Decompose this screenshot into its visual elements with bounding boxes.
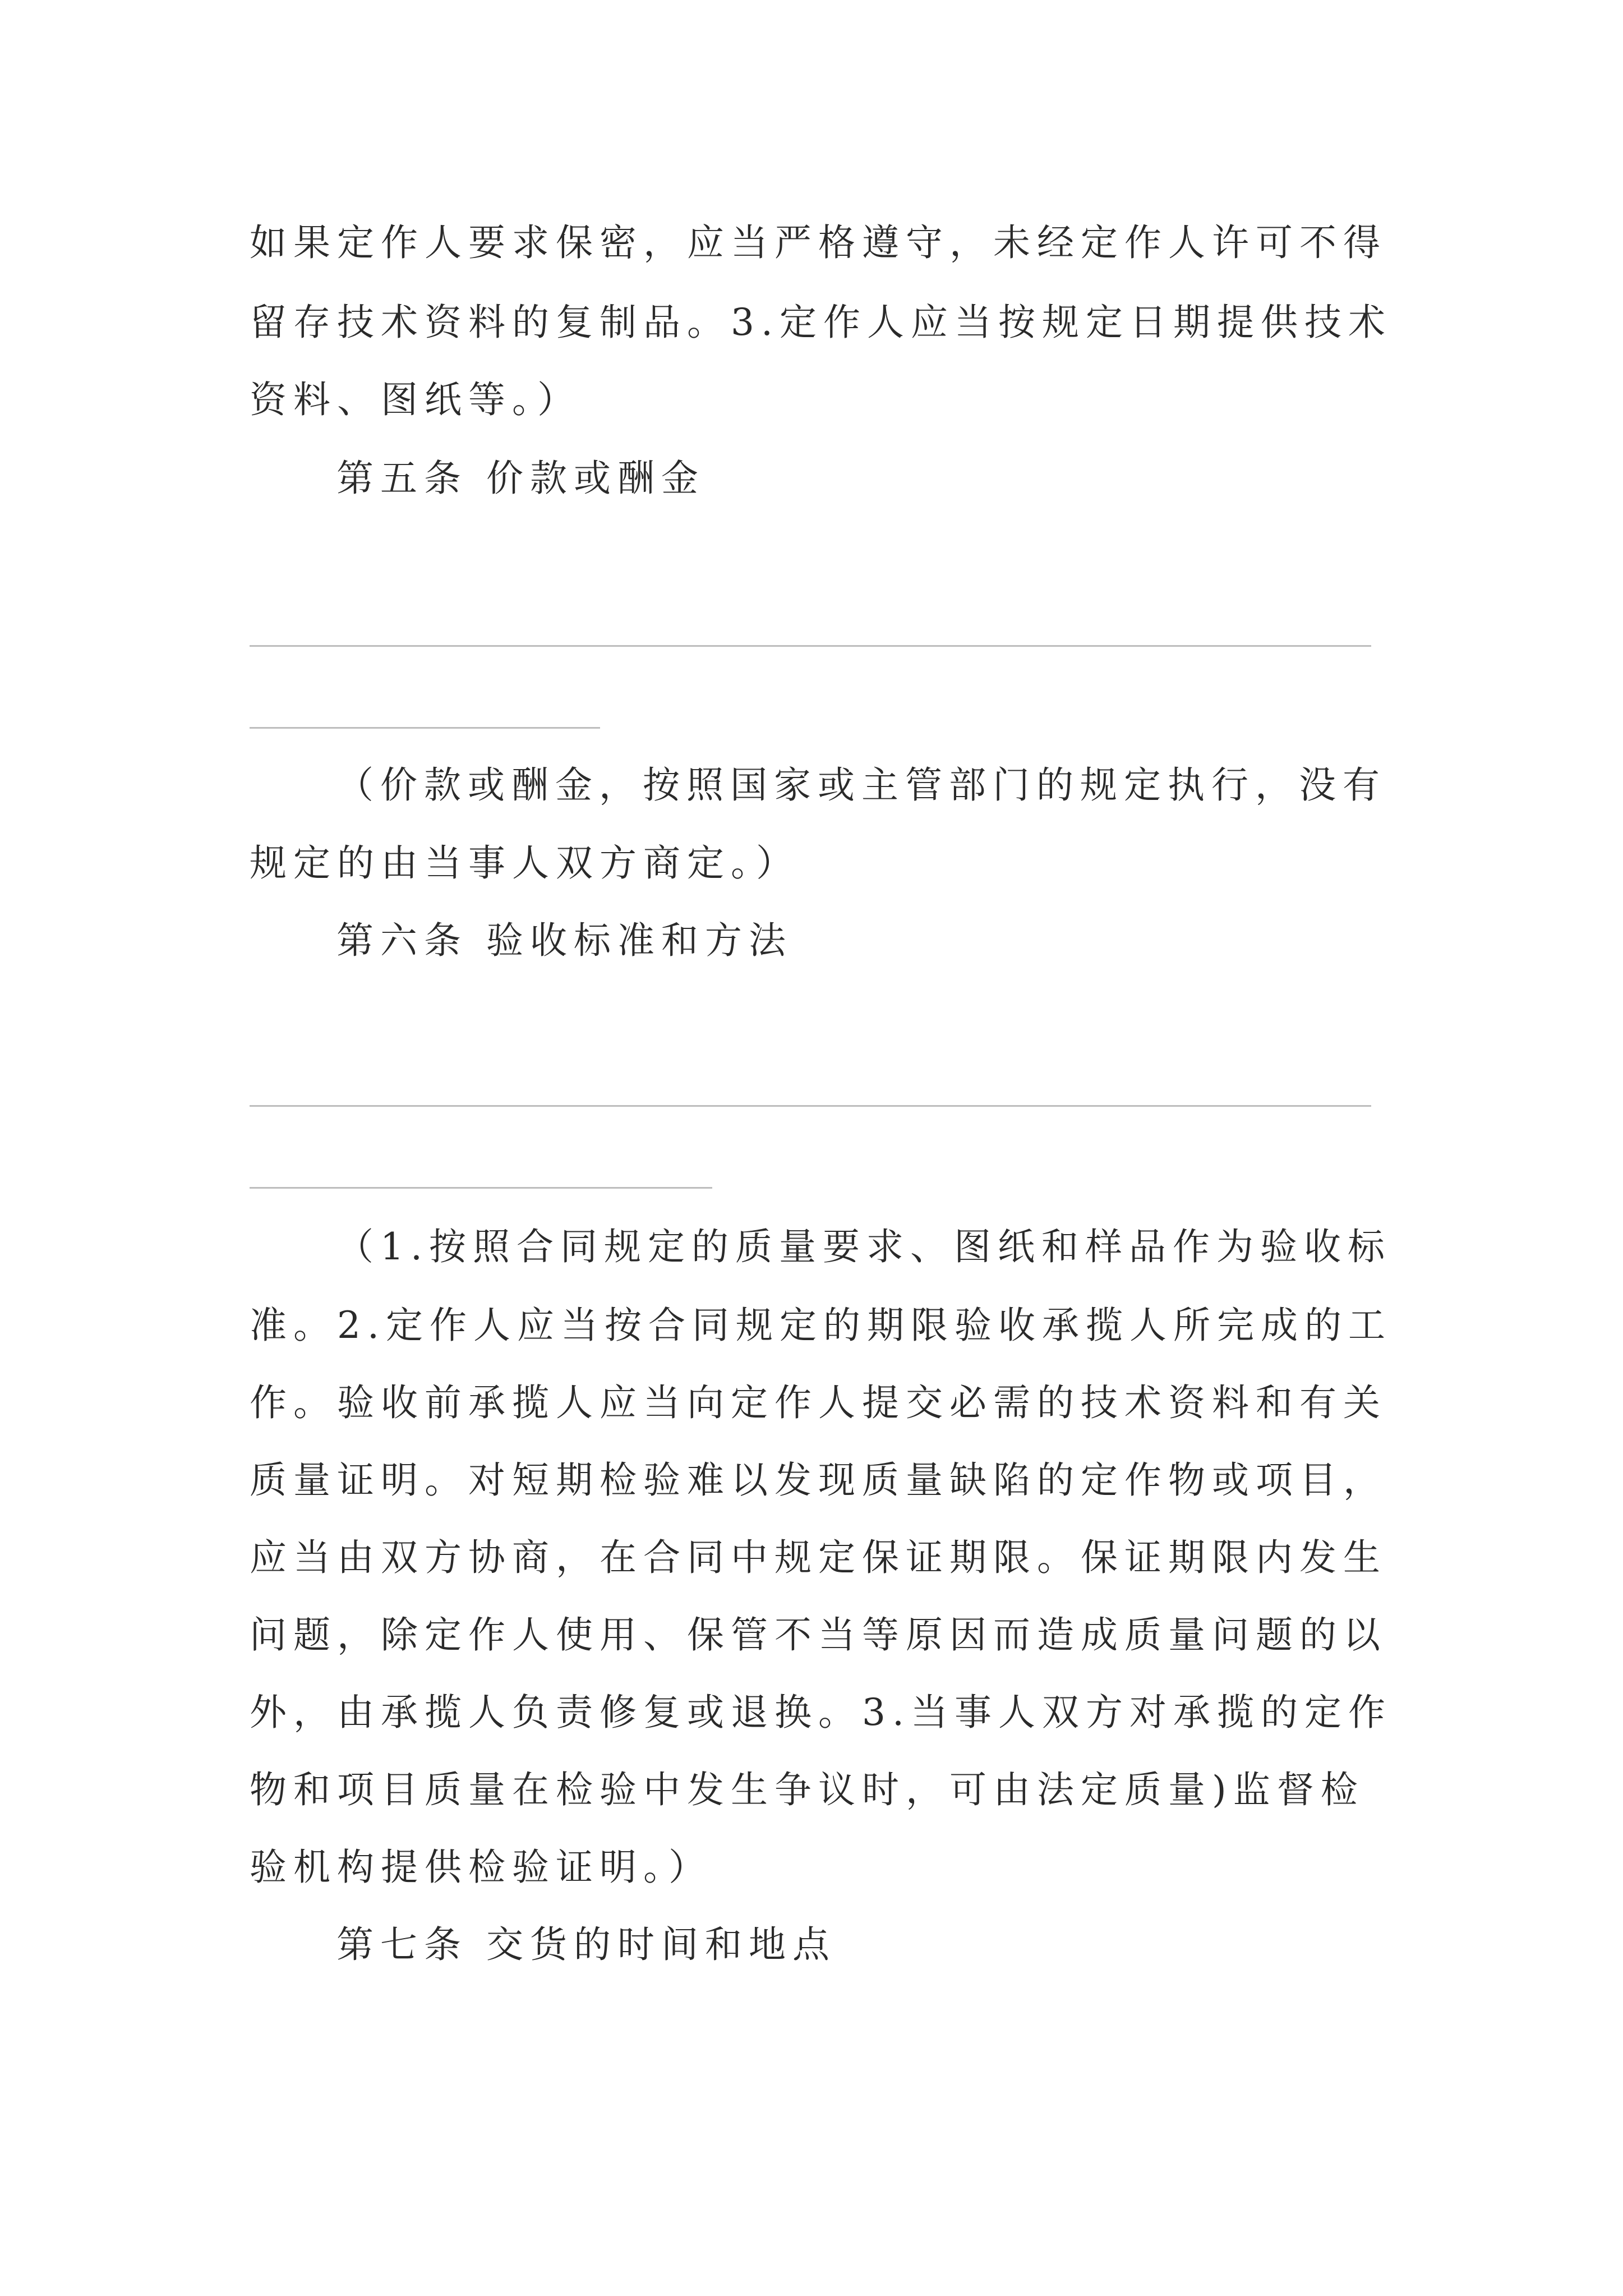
text-line: 验机构提供检验证明。） [250,1846,712,1889]
text-line: 规定的由当事人双方商定。） [250,841,800,885]
text-line: 作。验收前承揽人应当向定作人提交必需的技术资料和有关 [250,1381,1387,1424]
text-line: 问题，除定作人使用、保管不当等原因而造成质量问题的以 [250,1613,1387,1657]
text-line: （1.按照合同规定的质量要求、图纸和样品作为验收标 [336,1225,1391,1268]
text-line: 质量证明。对短期检验难以发现质量缺陷的定作物或项目， [250,1458,1387,1502]
text-line: 外，由承揽人负责修复或退换。3.当事人双方对承揽的定作 [250,1691,1392,1734]
text-line: 物和项目质量在检验中发生争议时，可由法定质量)监督检 [250,1768,1364,1811]
text-line: 如果定作人要求保密，应当严格遵守，未经定作人许可不得 [250,221,1387,264]
blank-fill-line [250,727,600,729]
section-heading-7: 第七条 交货的时间和地点 [336,1923,836,1966]
blank-fill-line [250,1105,1371,1107]
blank-fill-line [250,645,1371,647]
text-line: 准。2.定作人应当按合同规定的期限验收承揽人所完成的工 [250,1304,1392,1347]
text-line: （价款或酬金，按照国家或主管部门的规定执行，没有 [336,763,1386,807]
text-line: 留存技术资料的复制品。3.定作人应当按规定日期提供技术 [250,301,1392,344]
section-heading-6: 第六条 验收标准和方法 [336,919,792,962]
section-heading-5: 第五条 价款或酬金 [336,457,705,500]
text-line: 应当由双方协商，在合同中规定保证期限。保证期限内发生 [250,1536,1387,1579]
blank-fill-line [250,1187,712,1189]
text-line: 资料、图纸等。） [250,378,581,421]
